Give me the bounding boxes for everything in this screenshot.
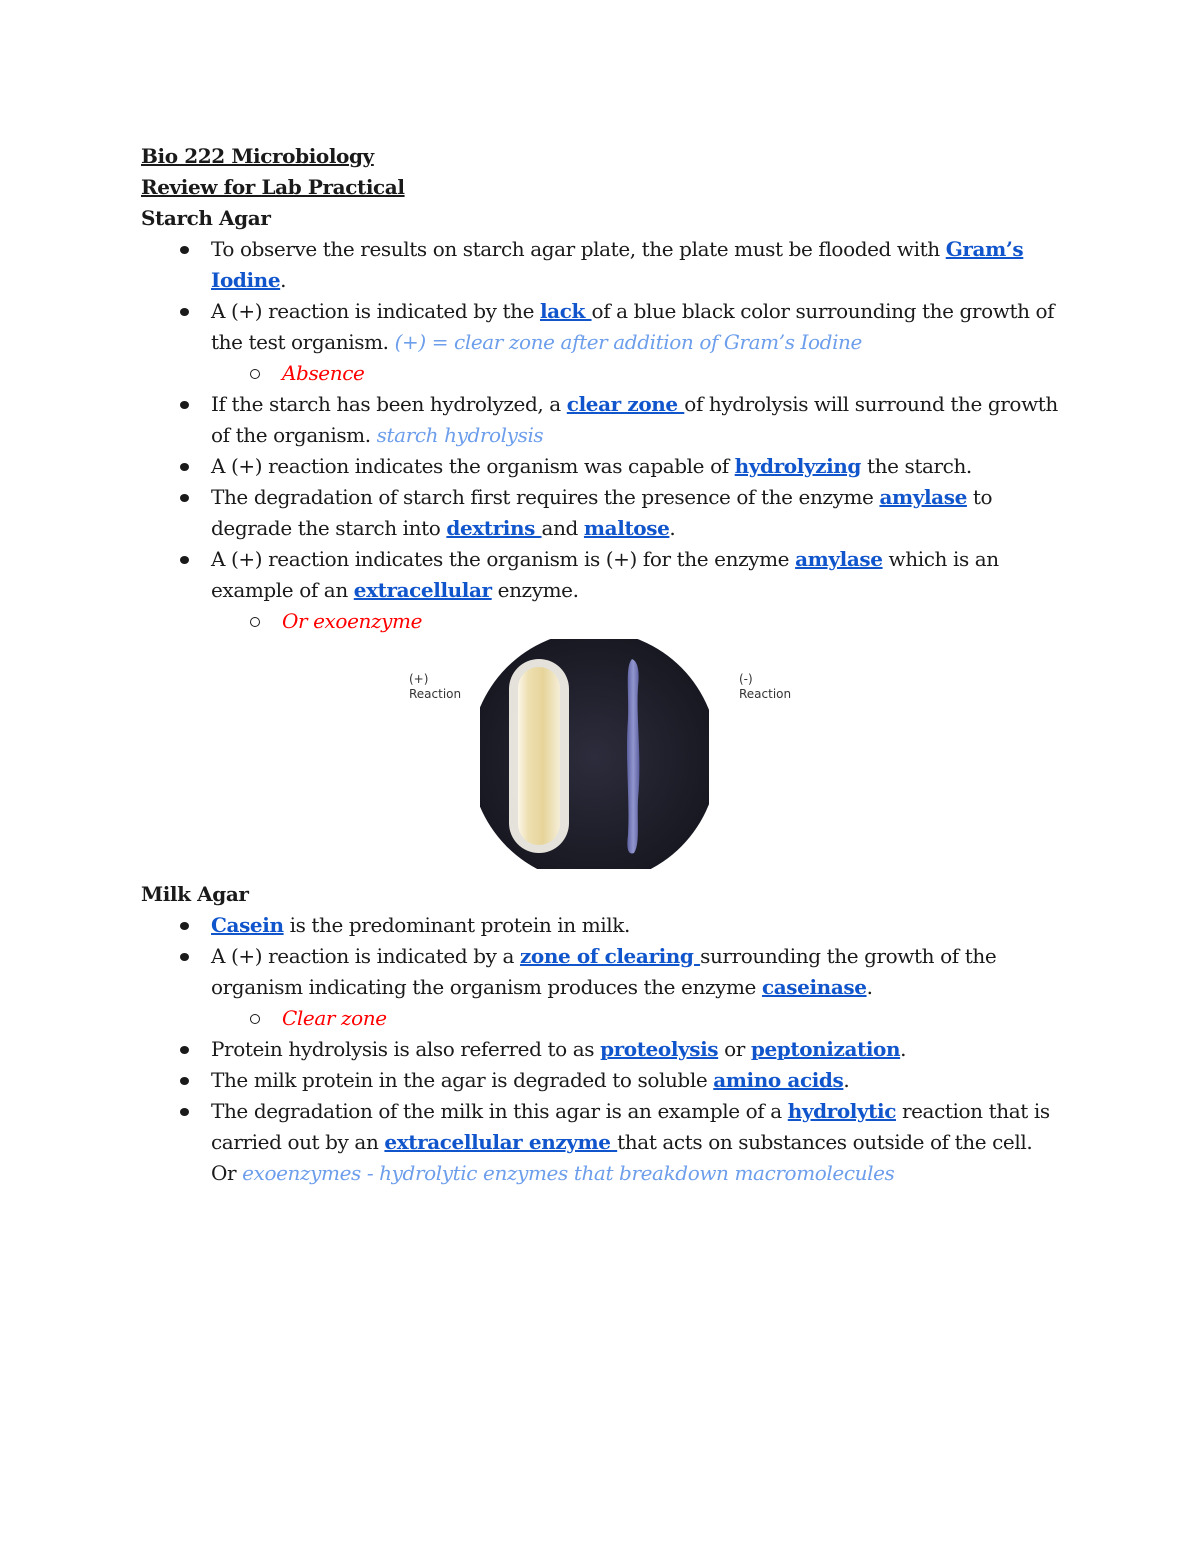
bullet-icon — [180, 1108, 189, 1116]
annotation-note: starch hydrolysis — [376, 423, 544, 447]
sub-list-item — [141, 606, 1061, 637]
keyword: Gram’s Iodine — [211, 237, 1024, 292]
agar-plate-image — [480, 639, 709, 869]
keyword: extracellular — [353, 578, 492, 602]
bullet-icon — [180, 556, 189, 564]
annotation-note: exoenzymes - hydrolytic enzymes that breakdown macromolecules — [242, 1161, 895, 1185]
sub-list — [141, 1003, 1061, 1034]
starch-plate-figure — [141, 639, 1061, 876]
bullet-icon — [180, 1046, 189, 1054]
list-item: If the starch has been hydrolyzed, a clear zone of hydrolysis will surround the growth of the organism. starch hydrolysis — [141, 389, 1061, 451]
bullet-icon — [180, 246, 189, 254]
sub-list-item — [141, 1003, 1061, 1034]
document-subtitle: Review for Lab Practical — [141, 175, 405, 199]
milk-bullet-list — [141, 910, 1061, 1189]
bullet-icon — [180, 1077, 189, 1085]
annotation-note: Clear zone — [282, 1006, 387, 1030]
sub-list — [141, 358, 1061, 389]
list-item: Protein hydrolysis is also referred to as proteolysis or peptonization. — [141, 1034, 1061, 1065]
keyword: lack — [539, 299, 592, 323]
list-item: The milk protein in the agar is degraded to soluble amino acids. — [141, 1065, 1061, 1096]
keyword: dextrins — [446, 516, 542, 540]
list-item: A (+) reaction is indicated by the lack of a blue black color surrounding the growth of the test organism. (+) = clear zone after addition of Gram’s Iodine Absence — [141, 296, 1061, 389]
bullet-icon — [180, 922, 189, 930]
bullet-icon — [180, 494, 189, 502]
hollow-bullet-icon — [250, 1014, 260, 1024]
keyword: peptonization — [750, 1037, 901, 1061]
keyword: Casein — [211, 913, 284, 937]
hollow-bullet-icon — [250, 369, 260, 379]
keyword: amylase — [795, 547, 883, 571]
sub-list-item — [141, 358, 1061, 389]
negative-streak — [627, 659, 639, 853]
keyword: extracellular enzyme — [384, 1130, 618, 1154]
starch-bullet-list — [141, 234, 1061, 637]
annotation-note: Absence — [282, 361, 365, 385]
bullet-icon — [180, 953, 189, 961]
milk-agar-heading: Milk Agar — [141, 882, 249, 906]
keyword: amino acids — [713, 1068, 844, 1092]
positive-reaction-label: (+) Reaction — [409, 672, 462, 701]
annotation-note: Or exoenzyme — [282, 609, 423, 633]
course-title: Bio 222 Microbiology — [141, 144, 374, 168]
negative-reaction-label: (-) Reaction — [739, 672, 792, 701]
keyword: hydrolytic — [787, 1099, 896, 1123]
list-item: To observe the results on starch agar plate, the plate must be flooded with Gram’s Iodine. — [141, 234, 1061, 296]
bullet-icon — [180, 308, 189, 316]
keyword: caseinase — [761, 975, 867, 999]
keyword: amylase — [879, 485, 967, 509]
hollow-bullet-icon — [250, 617, 260, 627]
keyword: clear zone — [566, 392, 685, 416]
annotation-note: (+) = clear zone after addition of Gram’s Iodine — [394, 330, 862, 354]
list-item: A (+) reaction indicates the organism was capable of hydrolyzing the starch. — [141, 451, 1061, 482]
list-item: A (+) reaction indicates the organism is (+) for the enzyme amylase which is an example of an extracellular enzyme. Or exoenzyme — [141, 544, 1061, 637]
list-item: The degradation of the milk in this agar is an example of a hydrolytic reaction that is carried out by an extracellular enzyme that acts on substances outside of the cell. Or exoenzymes - hydrolytic enzymes that breakdown macromolecules — [141, 1096, 1061, 1189]
list-item: The degradation of starch first requires the presence of the enzyme amylase to degrade the starch into dextrins and maltose. — [141, 482, 1061, 544]
starch-agar-heading: Starch Agar — [141, 206, 271, 230]
keyword: zone of clearing — [519, 944, 701, 968]
list-item: Casein is the predominant protein in milk. — [141, 910, 1061, 941]
list-item: A (+) reaction is indicated by a zone of clearing surrounding the growth of the organism indicating the organism produces the enzyme caseinase. Clear zone — [141, 941, 1061, 1034]
bullet-icon — [180, 401, 189, 409]
document-body — [141, 141, 1061, 1189]
sub-list — [141, 606, 1061, 637]
keyword: proteolysis — [600, 1037, 719, 1061]
positive-streak — [518, 667, 560, 845]
keyword: maltose — [583, 516, 670, 540]
bullet-icon — [180, 463, 189, 471]
keyword: hydrolyzing — [734, 454, 861, 478]
